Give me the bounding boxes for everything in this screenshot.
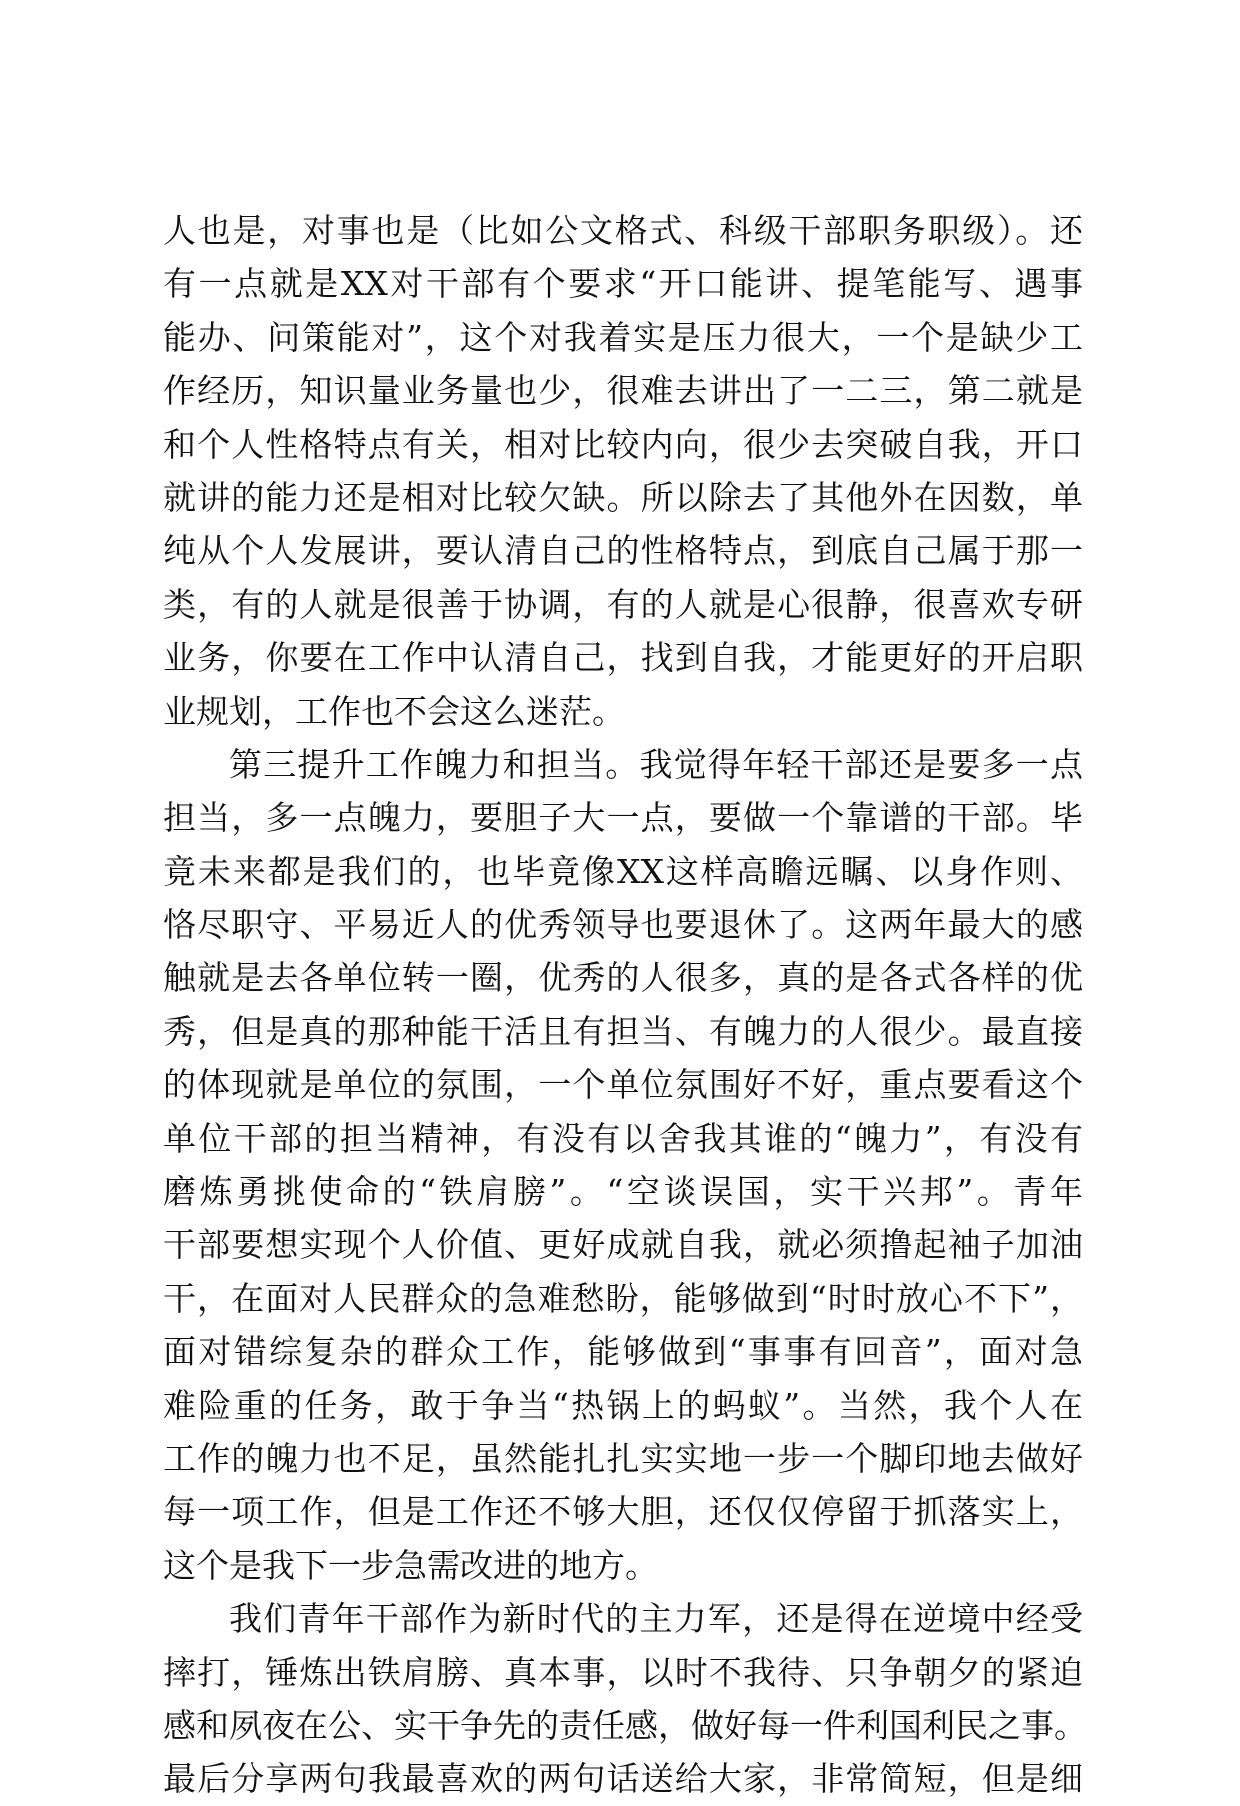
text-line: 类，有的人就是很善于协调，有的人就是心很静，很喜欢专研 — [163, 584, 1083, 624]
text-line: 摔打，锤炼出铁肩膀、真本事，以时不我待、只争朝夕的紧迫 — [163, 1652, 1083, 1692]
text-line: 作经历，知识量业务量也少，很难去讲出了一二三，第二就是 — [163, 371, 1083, 411]
text-line: 最后分享两句我最喜欢的两句话送给大家，非常简短，但是细 — [163, 1759, 1083, 1799]
text-line: 这个是我下一步急需改进的地方。 — [163, 1545, 658, 1585]
text-line: 担当，多一点魄力，要胆子大一点，要做一个靠谱的干部。毕 — [163, 798, 1083, 838]
text-line: 难险重的任务，敢于争当“热锅上的蚂蚁”。当然，我个人在 — [163, 1385, 1083, 1425]
text-line: 磨炼勇挑使命的“铁肩膀”。“空谈误国，实干兴邦”。青年 — [163, 1172, 1083, 1212]
document-body — [163, 204, 1087, 1806]
text-line: 每一项工作，但是工作还不够大胆，还仅仅停留于抓落实上， — [163, 1492, 1083, 1532]
text-line: 感和夙夜在公、实干争先的责任感，做好每一件利国利民之事。 — [163, 1705, 1087, 1745]
text-line: 竟未来都是我们的，也毕竟像XX这样高瞻远瞩、以身作则、 — [163, 851, 1083, 891]
text-line: 单位干部的担当精神，有没有以舍我其谁的“魄力”，有没有 — [163, 1118, 1083, 1158]
text-line: 能办、问策能对”，这个对我着实是压力很大，一个是缺少工 — [163, 317, 1083, 357]
paragraph-start-line: 第三提升工作魄力和担当。我觉得年轻干部还是要多一点 — [229, 744, 1083, 784]
text-line: 纯从个人发展讲，要认清自己的性格特点，到底自己属于那一 — [163, 531, 1083, 571]
text-line: 业规划，工作也不会这么迷茫。 — [163, 691, 625, 731]
text-line: 干，在面对人民群众的急难愁盼，能够做到“时时放心不下”， — [163, 1278, 1083, 1318]
text-line: 触就是去各单位转一圈，优秀的人很多，真的是各式各样的优 — [163, 958, 1083, 998]
text-line: 恪尽职守、平易近人的优秀领导也要退休了。这两年最大的感 — [163, 905, 1083, 945]
text-line: 人也是，对事也是（比如公文格式、科级干部职务职级）。还 — [163, 211, 1083, 250]
text-line: 的体现就是单位的氛围，一个单位氛围好不好，重点要看这个 — [163, 1065, 1083, 1105]
text-line: 就讲的能力还是相对比较欠缺。所以除去了其他外在因数，单 — [163, 477, 1083, 517]
text-line: 和个人性格特点有关，相对比较内向，很少去突破自我，开口 — [163, 424, 1083, 464]
text-line: 干部要想实现个人价值、更好成就自我，就必须撸起袖子加油 — [163, 1225, 1083, 1265]
text-line: 业务，你要在工作中认清自己，找到自我，才能更好的开启职 — [163, 638, 1083, 678]
text-line: 面对错综复杂的群众工作，能够做到“事事有回音”，面对急 — [163, 1332, 1083, 1372]
text-line: 秀，但是真的那种能干活且有担当、有魄力的人很少。最直接 — [163, 1011, 1083, 1051]
text-line: 有一点就是XX对干部有个要求“开口能讲、提笔能写、遇事 — [163, 264, 1083, 304]
text-line: 工作的魄力也不足，虽然能扎扎实实地一步一个脚印地去做好 — [163, 1438, 1083, 1478]
paragraph-start-line: 我们青年干部作为新时代的主力军，还是得在逆境中经受 — [229, 1599, 1083, 1639]
